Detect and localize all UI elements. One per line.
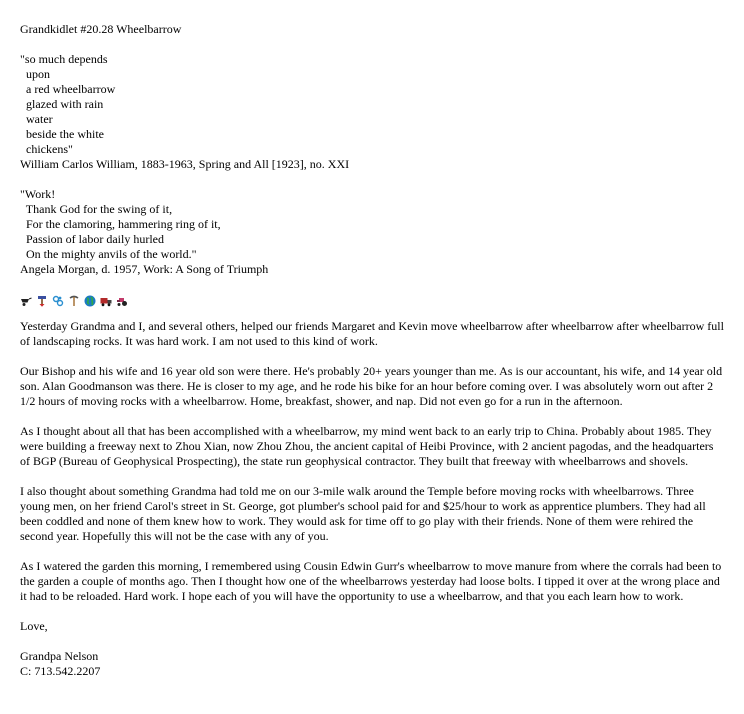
quote-line: Thank God for the swing of it, [20, 202, 173, 216]
paragraph: As I thought about all that has been accomplished with a wheelbarrow, my mind went back to an early trip to China. Probably about 1985. They were building a freeway next to Zhou Xian, now Zhou Zhou, the ancient capital of Heibi Province, with 2 ancient pagodas, and the headquarters of BGP (Bureau of Geophysical Prospecting), the state run geophysical contractor. They built that freeway with wheelbarrows and shovels. [20, 424, 714, 468]
quote-line: glazed with rain [20, 97, 104, 111]
emoji-row [20, 292, 724, 310]
quote-line: chickens" [20, 142, 73, 156]
paragraph: Our Bishop and his wife and 16 year old son were there. He's probably 20+ years younger than me. As is our accountant, his wife, and 14 year old son. Alan Goodmanson was there. He is closer to my age, and he rode his bike for an hour before coming over. I was absolutely worn out after 2 1/2 hours of moving rocks with a wheelbarrow. Home, breakfast, shower, and nap. Did not even go for a run in the afternoon. [20, 364, 723, 408]
page-title: Grandkidlet #20.28 Wheelbarrow [20, 22, 182, 36]
signature-name: Grandpa Nelson [20, 649, 99, 663]
quote-williams [20, 52, 724, 172]
wheelbarrow-icon [20, 295, 32, 307]
quote-line: For the clamoring, hammering ring of it, [20, 217, 221, 231]
quote-line: "so much depends [20, 52, 108, 66]
quote-line: beside the white [20, 127, 104, 141]
quote-line: upon [20, 67, 50, 81]
paragraph: Yesterday Grandma and I, and several others, helped our friends Margaret and Kevin move wheelbarrow after wheelbarrow after wheelbarrow full of landscaping rocks. It was hard work. I am not used to this kind of work. [20, 319, 724, 348]
tractor-icon [116, 295, 128, 307]
paragraph: I also thought about something Grandma had told me on our 3-mile walk around the Temple before moving rocks with wheelbarrows. Three young men, on her friend Carol's street in St. George, got plumber's school paid for and $25/hour to work as apprentice plumbers. They had all been coddled and none of them knew how to work. They would ask for time off to go play with their friends. None of them were rehired the second year. Hopefully this will not be the case with any of you. [20, 484, 706, 543]
quote-line: Passion of labor daily hurled [20, 232, 164, 246]
signature-phone: C: 713.542.2207 [20, 664, 101, 678]
quote-line: "Work! [20, 187, 56, 201]
shovel-icon [36, 295, 48, 307]
signature-block [20, 649, 724, 679]
paragraph: As I watered the garden this morning, I remembered using Cousin Edwin Gurr's wheelbarrow to move manure from where the corrals had been to the garden a couple of months ago. Then I thought how one of the wheelbarrows yesterday had loose bolts. I tipped it over at the wrong place and it had to be reloaded. Hard work. I hope each of you will have the opportunity to use a wheelbarrow, and that you each learn how to work. [20, 559, 722, 603]
globe-icon [84, 295, 96, 307]
quote-attribution: Angela Morgan, d. 1957, Work: A Song of Triumph [20, 262, 269, 276]
truck-icon [100, 295, 112, 307]
quote-line: a red wheelbarrow [20, 82, 116, 96]
closing: Love, [20, 619, 48, 633]
quote-attribution: William Carlos William, 1883-1963, Spring and All [1923], no. XXI [20, 157, 350, 171]
pickaxe-icon [68, 295, 80, 307]
quote-morgan [20, 187, 724, 277]
quote-line: On the mighty anvils of the world." [20, 247, 197, 261]
rocks-icon [52, 295, 64, 307]
quote-line: water [20, 112, 53, 126]
